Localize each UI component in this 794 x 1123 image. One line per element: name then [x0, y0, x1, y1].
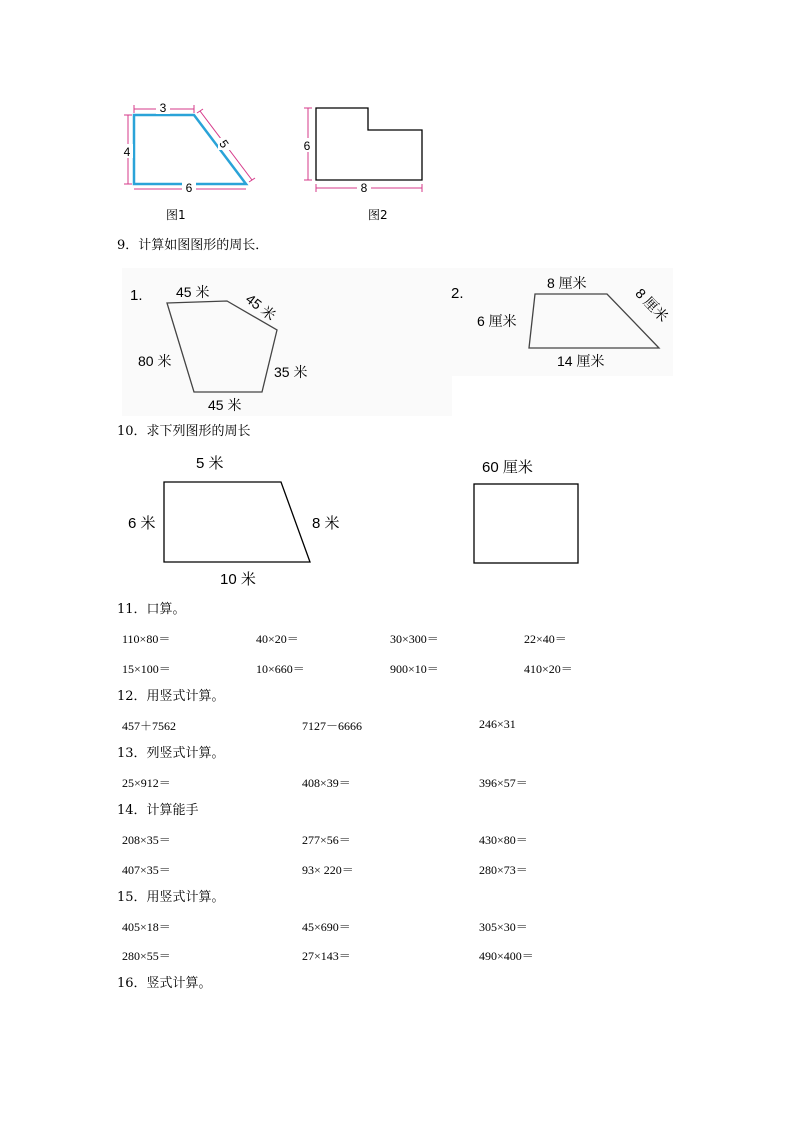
q10-square-top-label: 60 厘米: [482, 459, 533, 476]
q11-item: 15×100＝: [122, 662, 171, 676]
q14-item: 277×56＝: [302, 833, 351, 847]
q11-item: 900×10＝: [390, 662, 439, 676]
q14-item: 208×35＝: [122, 833, 171, 847]
fig2-caption: 图2: [368, 208, 388, 222]
q12-row: [122, 717, 682, 733]
q10-trapezoid: [122, 450, 352, 590]
q11-item: 40×20＝: [256, 632, 299, 646]
q9-shape1-left-label: 80 米: [138, 353, 172, 369]
q15-item: 405×18＝: [122, 920, 171, 934]
fig1-slant-label: 5: [216, 137, 232, 151]
q11-item: 410×20＝: [524, 662, 573, 676]
q10-trap-left-label: 6 米: [128, 515, 156, 532]
q12-item: 457＋7562: [122, 719, 177, 733]
q15-item: 490×400＝: [479, 949, 534, 963]
q11-row-1: [122, 630, 682, 646]
q15-row-2: [122, 947, 682, 963]
question-13: 13．列竖式计算。: [117, 746, 225, 761]
question-15: 15．用竖式计算。: [117, 890, 225, 905]
question-16: 16．竖式计算。: [117, 976, 212, 991]
q9-shape2-right-label: 8 厘米: [632, 285, 672, 325]
q9-shape2-top-label: 8 厘米: [547, 275, 587, 291]
question-14: 14．计算能手: [117, 803, 199, 818]
figure-2-l-shape: [298, 100, 428, 192]
q11-item: 30×300＝: [390, 632, 439, 646]
figure-1-trapezoid: [118, 100, 260, 192]
q9-shape1-right-label: 35 米: [274, 364, 308, 380]
q10-trap-top-label: 5 米: [196, 455, 224, 472]
q13-item: 396×57＝: [479, 776, 528, 790]
fig1-left-label: 4: [123, 145, 131, 159]
q9-shape1-top-label: 45 米: [176, 284, 210, 300]
question-11: 11．口算。: [117, 602, 186, 617]
q9-shape2-index: 2.: [451, 285, 464, 302]
fig2-bottom-label: 8: [360, 181, 368, 192]
q14-item: 280×73＝: [479, 863, 528, 877]
fig2-left-label: 6: [303, 139, 311, 153]
fig1-top-label: 3: [159, 101, 167, 115]
q14-row-2: [122, 861, 682, 877]
question-10: 10．求下列图形的周长: [117, 424, 251, 439]
q12-item: 7127－6666: [302, 719, 363, 733]
q14-item: 407×35＝: [122, 863, 171, 877]
q15-item: 280×55＝: [122, 949, 171, 963]
question-12: 12．用竖式计算。: [117, 689, 225, 704]
q11-item: 110×80＝: [122, 632, 171, 646]
q14-row-1: [122, 831, 682, 847]
q11-item: 22×40＝: [524, 632, 567, 646]
fig1-caption: 图1: [166, 208, 186, 222]
q13-item: 25×912＝: [122, 776, 171, 790]
q15-item: 27×143＝: [302, 949, 351, 963]
q10-trap-right-label: 8 米: [312, 515, 340, 532]
q9-shape2-bottom-label: 14 厘米: [557, 353, 605, 369]
q9-shape-2-trapezoid: [447, 268, 673, 376]
q10-square: [466, 452, 586, 568]
q15-item: 45×690＝: [302, 920, 351, 934]
q15-row-1: [122, 918, 682, 934]
question-9: 9．计算如图图形的周长．: [117, 238, 269, 253]
q9-shape1-bottom-label: 45 米: [208, 397, 242, 413]
q10-trap-bottom-label: 10 米: [220, 571, 256, 588]
q12-item: 246×31: [479, 717, 516, 731]
q11-item: 10×660＝: [256, 662, 305, 676]
q11-row-2: [122, 660, 682, 676]
fig1-bottom-label: 6: [185, 181, 193, 192]
q14-item: 430×80＝: [479, 833, 528, 847]
q15-item: 305×30＝: [479, 920, 528, 934]
q9-shape-1-pentagon: [122, 268, 452, 416]
q14-item: 93× 220＝: [302, 863, 354, 877]
q9-shape1-index: 1.: [130, 287, 143, 304]
q9-shape2-left-label: 6 厘米: [477, 313, 517, 329]
q13-item: 408×39＝: [302, 776, 351, 790]
q9-shape1-topright-label: 45 米: [242, 290, 279, 324]
q13-row: [122, 774, 682, 790]
